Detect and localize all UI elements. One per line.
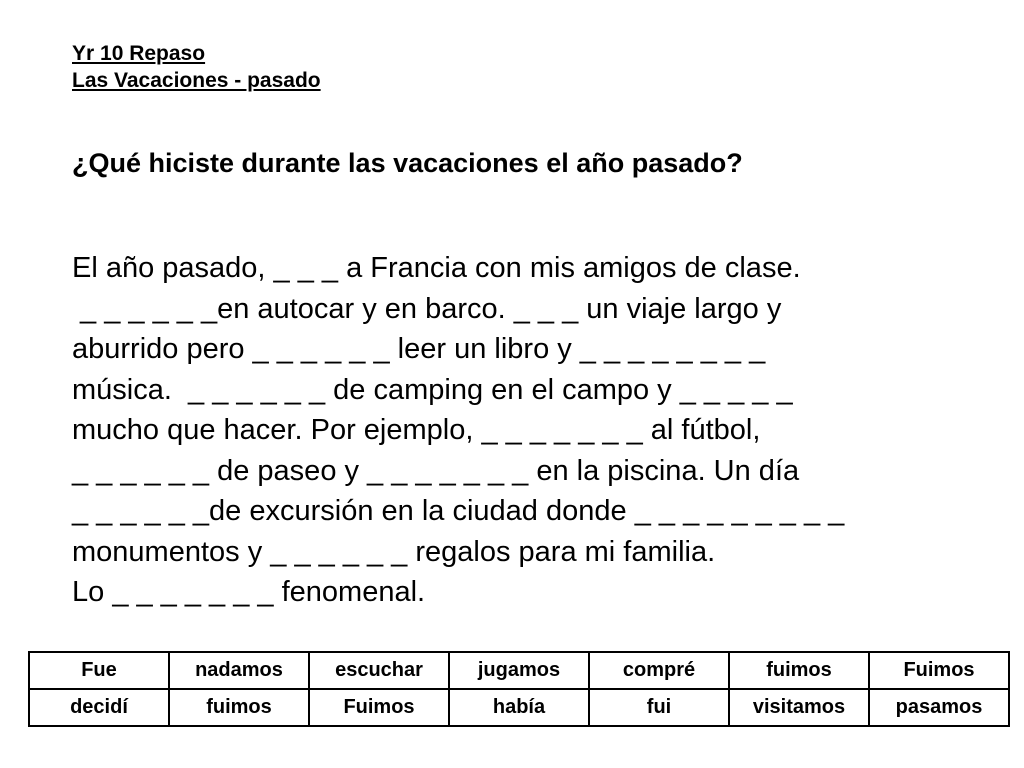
passage-line: _ _ _ _ _ _en autocar y en barco. _ _ _ un viaje largo y [72,292,782,325]
passage-line: El año pasado, _ _ _ a Francia con mis amigos de clase. [72,252,801,284]
word-bank-row [29,652,1009,689]
passage-line: música. _ _ _ _ _ _ de camping en el campo y _ _ _ _ _ [72,373,793,406]
word-bank-table [28,651,1010,727]
word-bank-cell: nadamos [169,652,309,689]
passage-line: mucho que hacer. Por ejemplo, _ _ _ _ _ _ _ al fútbol, [72,414,761,446]
word-bank-cell: Fuimos [309,689,449,726]
word-bank-row [29,689,1009,726]
word-bank-cell: decidí [29,689,169,726]
slide-title: Yr 10 Repaso [72,42,206,65]
gap-fill-passage [72,248,992,613]
passage-line: Lo _ _ _ _ _ _ _ fenomenal. [72,576,426,608]
word-bank-cell: había [449,689,589,726]
word-bank-cell: fuimos [169,689,309,726]
word-bank-cell: jugamos [449,652,589,689]
word-bank-cell: compré [589,652,729,689]
passage-line: _ _ _ _ _ _ de paseo y _ _ _ _ _ _ _ en la piscina. Un día [72,454,800,487]
word-bank-cell: escuchar [309,652,449,689]
word-bank-cell: pasamos [869,689,1009,726]
word-bank-cell: visitamos [729,689,869,726]
passage-line: aburrido pero _ _ _ _ _ _ leer un libro y _ _ _ _ _ _ _ _ [72,333,766,365]
word-bank-cell: fui [589,689,729,726]
slide-header [72,40,321,94]
passage-line: monumentos y _ _ _ _ _ _ regalos para mi familia. [72,535,716,568]
passage-line: _ _ _ _ _ _de excursión en la ciudad donde _ _ _ _ _ _ _ _ _ [72,495,845,527]
word-bank-cell: Fuimos [869,652,1009,689]
word-bank-cell: fuimos [729,652,869,689]
slide-subtitle: Las Vacaciones - pasado [72,69,321,92]
question-heading: ¿Qué hiciste durante las vacaciones el año pasado? [72,148,743,178]
word-bank-cell: Fue [29,652,169,689]
